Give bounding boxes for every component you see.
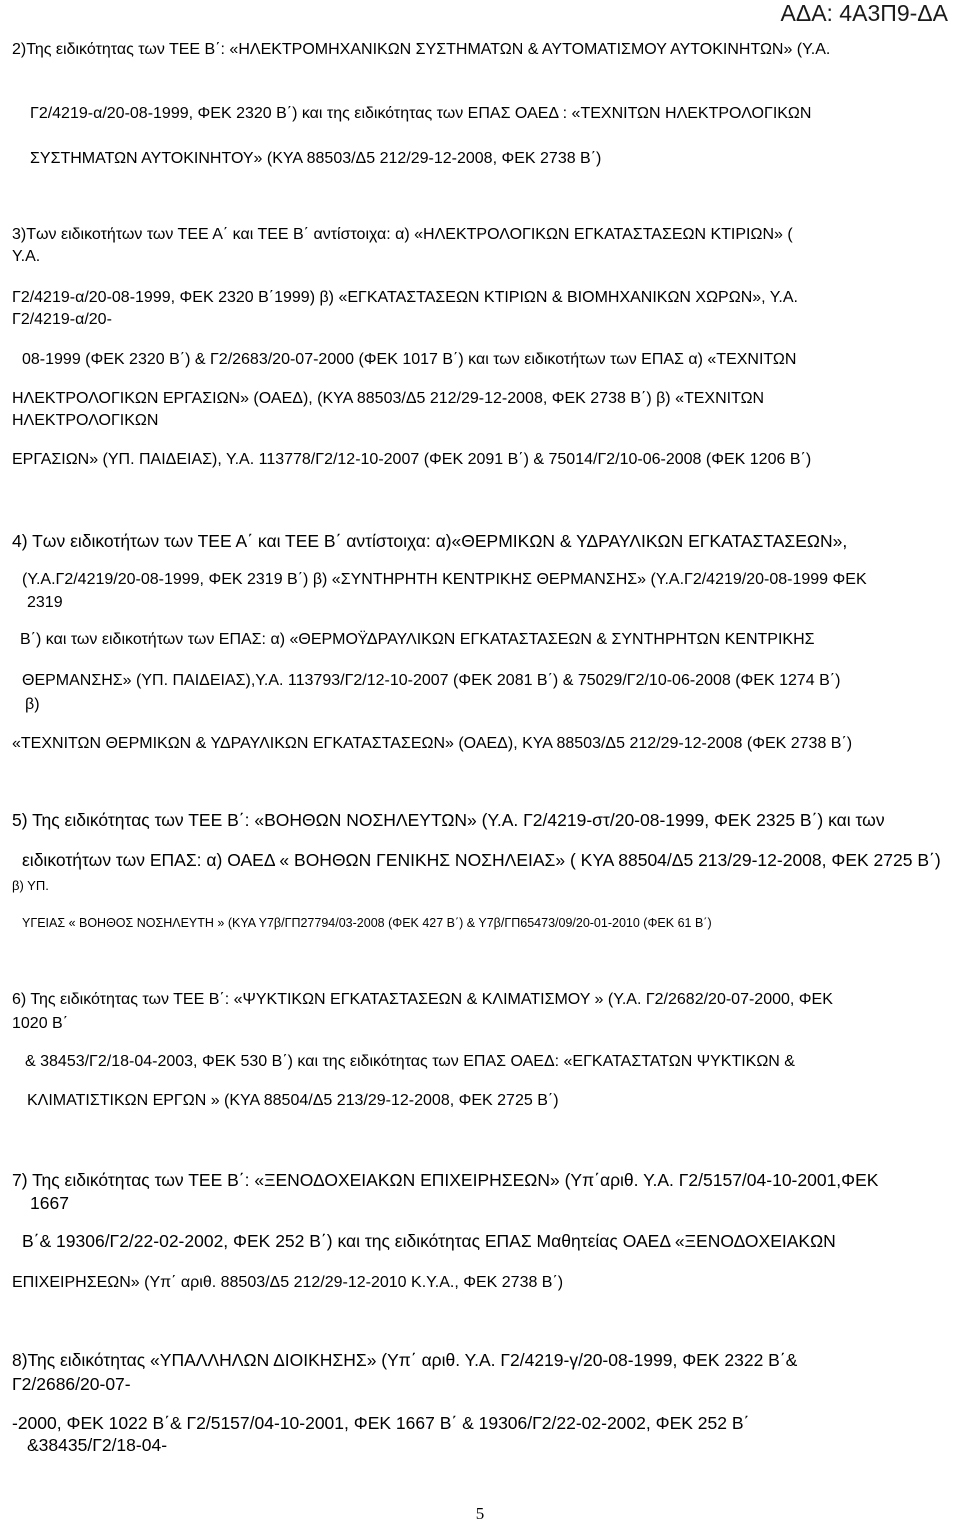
text-line: 1667 <box>30 1193 69 1213</box>
text-line: β) ΥΠ. <box>12 878 49 893</box>
text-line: 6) Της ειδικότητας των ΤΕΕ Β΄: «ΨΥΚΤΙΚΩΝ ΕΓΚΑΤΑΣΤΑΣΕΩΝ & ΚΛΙΜΑΤΙΣΜΟΥ » (Υ.Α. Γ2/2682/20-07-2000, ΦΕΚ <box>12 991 833 1008</box>
text-line: 5) Της ειδικότητας των ΤΕΕ Β΄: «ΒΟΗΘΩΝ ΝΟΣΗΛΕΥΤΩΝ» (Υ.Α. Γ2/4219-στ/20-08-1999, ΦΕΚ 2325 Β΄) και των <box>12 810 885 830</box>
text-line: 1020 Β΄ <box>12 1015 69 1032</box>
text-line: ΕΠΙΧΕΙΡΗΣΕΩΝ» (Υπ΄ αριθ. 88503/Δ5 212/29-12-2010 Κ.Υ.Α., ΦΕΚ 2738 Β΄) <box>12 1274 564 1291</box>
text-line: &38435/Γ2/18-04- <box>27 1435 168 1455</box>
text-line: ΣΥΣΤΗΜΑΤΩΝ ΑΥΤΟΚΙΝΗΤΟΥ» (ΚΥΑ 88503/Δ5 212/29-12-2008, ΦΕΚ 2738 Β΄) <box>30 150 602 167</box>
text-line: & 38453/Γ2/18-04-2003, ΦΕΚ 530 Β΄) και της ειδικότητας των ΕΠΑΣ ΟΑΕΔ: «ΕΓΚΑΤΑΣΤΑΤΩΝ ΨΥΚΤΙΚΩΝ & <box>25 1053 795 1070</box>
text-line: ΥΓΕΙΑΣ « ΒΟΗΘΟΣ ΝΟΣΗΛΕΥΤΗ » (ΚΥΑ Υ7β/ΓΠ27794/03-2008 (ΦΕΚ 427 Β΄) & Υ7β/ΓΠ65473/09/20-01-2010 (ΦΕΚ 61 Β΄) <box>22 916 712 930</box>
text-line: ΘΕΡΜΑΝΣΗΣ» (ΥΠ. ΠΑΙΔΕΙΑΣ),Υ.Α. 113793/Γ2/12-10-2007 (ΦΕΚ 2081 Β΄) & 75029/Γ2/10-06-2008 (ΦΕΚ 1274 Β΄) <box>22 672 841 689</box>
text-line: (Υ.Α.Γ2/4219/20-08-1999, ΦΕΚ 2319 Β΄) β) «ΣΥΝΤΗΡΗΤΗ ΚΕΝΤΡΙΚΗΣ ΘΕΡΜΑΝΣΗΣ» (Υ.Α.Γ2/4219/20-08-1999 ΦΕΚ <box>22 571 867 588</box>
page-number: 5 <box>475 1504 485 1523</box>
text-line: 3)Των ειδικοτήτων των ΤΕΕ Α΄ και ΤΕΕ Β΄ αντίστοιχα: α) «ΗΛΕΚΤΡΟΛΟΓΙΚΩΝ ΕΓΚΑΤΑΣΤΑΣΕΩΝ ΚΤΙΡΙΩΝ» ( <box>12 226 793 243</box>
text-line: Β΄& 19306/Γ2/22-02-2002, ΦΕΚ 252 Β΄) και της ειδικότητας ΕΠΑΣ Μαθητείας ΟΑΕΔ «ΞΕΝΟΔΟΧΕΙΑΚΩΝ <box>22 1231 836 1251</box>
text-line: 7) Της ειδικότητας των ΤΕΕ Β΄: «ΞΕΝΟΔΟΧΕΙΑΚΩΝ ΕΠΙΧΕΙΡΗΣΕΩΝ» (Υπ΄αριθ. Υ.Α. Γ2/5157/04-10-2001,ΦΕΚ <box>12 1170 879 1190</box>
text-line: β) <box>25 696 40 713</box>
text-line: -2000, ΦΕΚ 1022 Β΄& Γ2/5157/04-10-2001, ΦΕΚ 1667 Β΄ & 19306/Γ2/22-02-2002, ΦΕΚ 252 Β΄ <box>12 1413 750 1433</box>
text-line: «ΤΕΧΝΙΤΩΝ ΘΕΡΜΙΚΩΝ & ΥΔΡΑΥΛΙΚΩΝ ΕΓΚΑΤΑΣΤΑΣΕΩΝ» (ΟΑΕΔ), ΚΥΑ 88503/Δ5 212/29-12-2008 (ΦΕΚ 2738 Β΄) <box>12 735 853 752</box>
text-line: 08-1999 (ΦΕΚ 2320 Β΄) & Γ2/2683/20-07-2000 (ΦΕΚ 1017 Β΄) και των ειδικοτήτων των ΕΠΑΣ α) «ΤΕΧΝΙΤΩΝ <box>22 351 797 368</box>
ada-code: ΑΔΑ: 4Α3Π9-ΔΑ <box>780 0 948 26</box>
text-line: Β΄) και των ειδικοτήτων των ΕΠΑΣ: α) «ΘΕΡΜΟΫΔΡΑΥΛΙΚΩΝ ΕΓΚΑΤΑΣΤΑΣΕΩΝ & ΣΥΝΤΗΡΗΤΩΝ ΚΕΝΤΡΙΚΗΣ <box>20 631 815 648</box>
text-line: Γ2/4219-α/20- <box>12 311 112 328</box>
text-line: 2)Της ειδικότητας των ΤΕΕ Β΄: «ΗΛΕΚΤΡΟΜΗΧΑΝΙΚΩΝ ΣΥΣΤΗΜΑΤΩΝ & ΑΥΤΟΜΑΤΙΣΜΟΥ ΑΥΤΟΚΙΝΗΤΩΝ» (Υ.Α. <box>12 41 831 58</box>
text-line: ΚΛΙΜΑΤΙΣΤΙΚΩΝ ΕΡΓΩΝ » (ΚΥΑ 88504/Δ5 213/29-12-2008, ΦΕΚ 2725 Β΄) <box>27 1092 559 1109</box>
text-line: ΗΛΕΚΤΡΟΛΟΓΙΚΩΝ ΕΡΓΑΣΙΩΝ» (ΟΑΕΔ), (ΚΥΑ 88503/Δ5 212/29-12-2008, ΦΕΚ 2738 Β΄) β) «ΤΕΧΝΙΤΩΝ <box>12 390 765 407</box>
text-line: 2319 <box>27 594 63 611</box>
text-line: ΕΡΓΑΣΙΩΝ» (ΥΠ. ΠΑΙΔΕΙΑΣ), Υ.Α. 113778/Γ2/12-10-2007 (ΦΕΚ 2091 Β΄) & 75014/Γ2/10-06-2008 (ΦΕΚ 1206 Β΄) <box>12 451 812 468</box>
text-line: 8)Της ειδικότητας «ΥΠΑΛΛΗΛΩΝ ΔΙΟΙΚΗΣΗΣ» (Υπ΄ αριθ. Υ.Α. Γ2/4219-γ/20-08-1999, ΦΕΚ 2322 Β΄& <box>12 1350 798 1370</box>
text-line: Γ2/2686/20-07- <box>12 1374 131 1394</box>
text-line: 4) Των ειδικοτήτων των ΤΕΕ Α΄ και ΤΕΕ Β΄ αντίστοιχα: α)«ΘΕΡΜΙΚΩΝ & ΥΔΡΑΥΛΙΚΩΝ ΕΓΚΑΤΑΣΤΑΣΕΩΝ», <box>12 531 848 551</box>
text-line: ειδικοτήτων των ΕΠΑΣ: α) ΟΑΕΔ « ΒΟΗΘΩΝ ΓΕΝΙΚΗΣ ΝΟΣΗΛΕΙΑΣ» ( ΚΥΑ 88504/Δ5 213/29-12-2008, ΦΕΚ 2725 Β΄) <box>22 850 941 870</box>
text-line: Γ2/4219-α/20-08-1999, ΦΕΚ 2320 Β΄1999) β) «ΕΓΚΑΤΑΣΤΑΣΕΩΝ ΚΤΙΡΙΩΝ & ΒΙΟΜΗΧΑΝΙΚΩΝ ΧΩΡΩΝ», Υ.Α. <box>12 289 798 306</box>
text-line: ΗΛΕΚΤΡΟΛΟΓΙΚΩΝ <box>12 412 159 429</box>
text-line: Υ.Α. <box>12 248 41 265</box>
text-line: Γ2/4219-α/20-08-1999, ΦΕΚ 2320 Β΄) και της ειδικότητας των ΕΠΑΣ ΟΑΕΔ : «ΤΕΧΝΙΤΩΝ ΗΛΕΚΤΡΟΛΟΓΙΚΩΝ <box>30 105 812 122</box>
